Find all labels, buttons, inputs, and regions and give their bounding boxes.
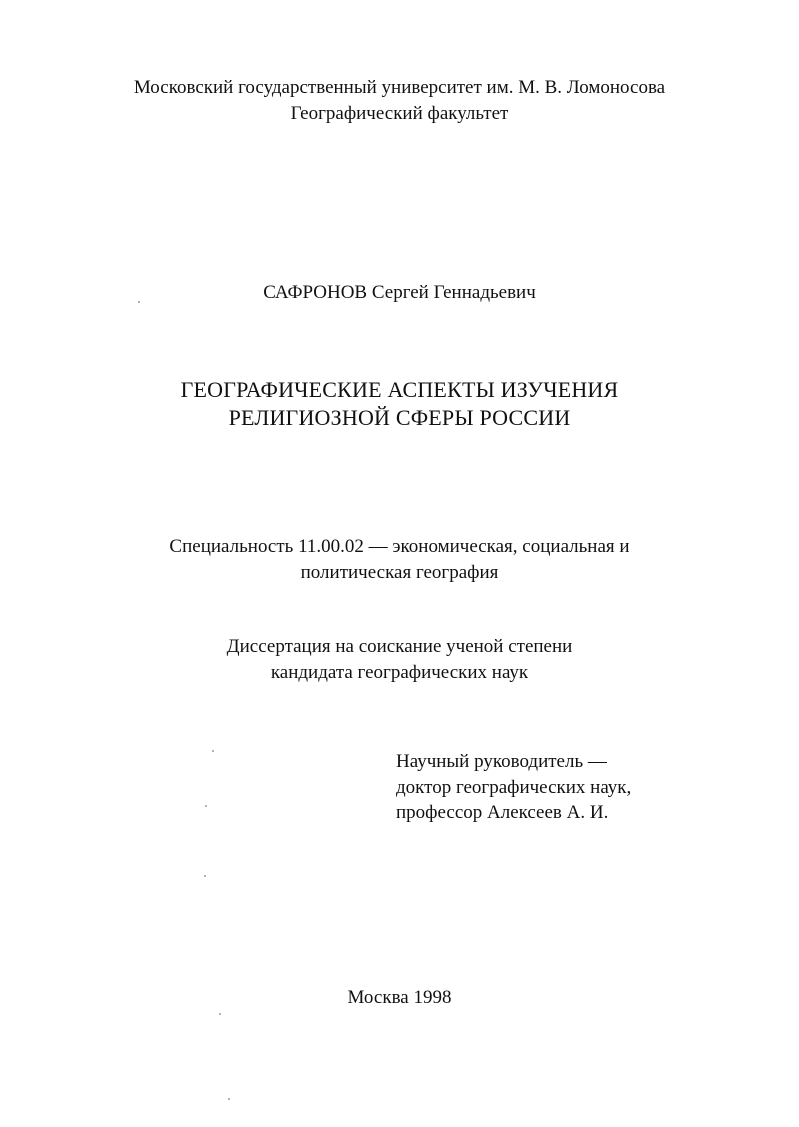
author-name: САФРОНОВ Сергей Геннадьевич (263, 282, 536, 303)
scan-speck (138, 301, 140, 303)
university-name: Московский государственный университет им. М. В. Ломоносова (133, 77, 666, 98)
scan-speck (204, 875, 206, 877)
dissertation-line-2: кандидата географических наук (270, 662, 529, 683)
scan-speck (205, 805, 207, 807)
supervisor-line-3: профессор Алексеев А. И. (396, 802, 609, 823)
scan-speck (212, 750, 214, 752)
thesis-title-line-2: РЕЛИГИОЗНОЙ СФЕРЫ РОССИИ (228, 405, 571, 430)
supervisor-line-1: Научный руководитель — (396, 751, 607, 772)
dissertation-line-1: Диссертация на соискание ученой степени (226, 636, 573, 657)
city-year: Москва 1998 (347, 987, 452, 1008)
specialty-line-1: Специальность 11.00.02 — экономическая, социальная и (169, 536, 630, 557)
thesis-title-line-1: ГЕОГРАФИЧЕСКИЕ АСПЕКТЫ ИЗУЧЕНИЯ (180, 377, 619, 402)
faculty-name: Географический факультет (290, 103, 509, 124)
scan-speck (228, 1098, 230, 1100)
specialty-line-2: политическая география (300, 562, 499, 583)
supervisor-line-2: доктор географических наук, (396, 777, 632, 798)
scan-speck (219, 1013, 221, 1015)
